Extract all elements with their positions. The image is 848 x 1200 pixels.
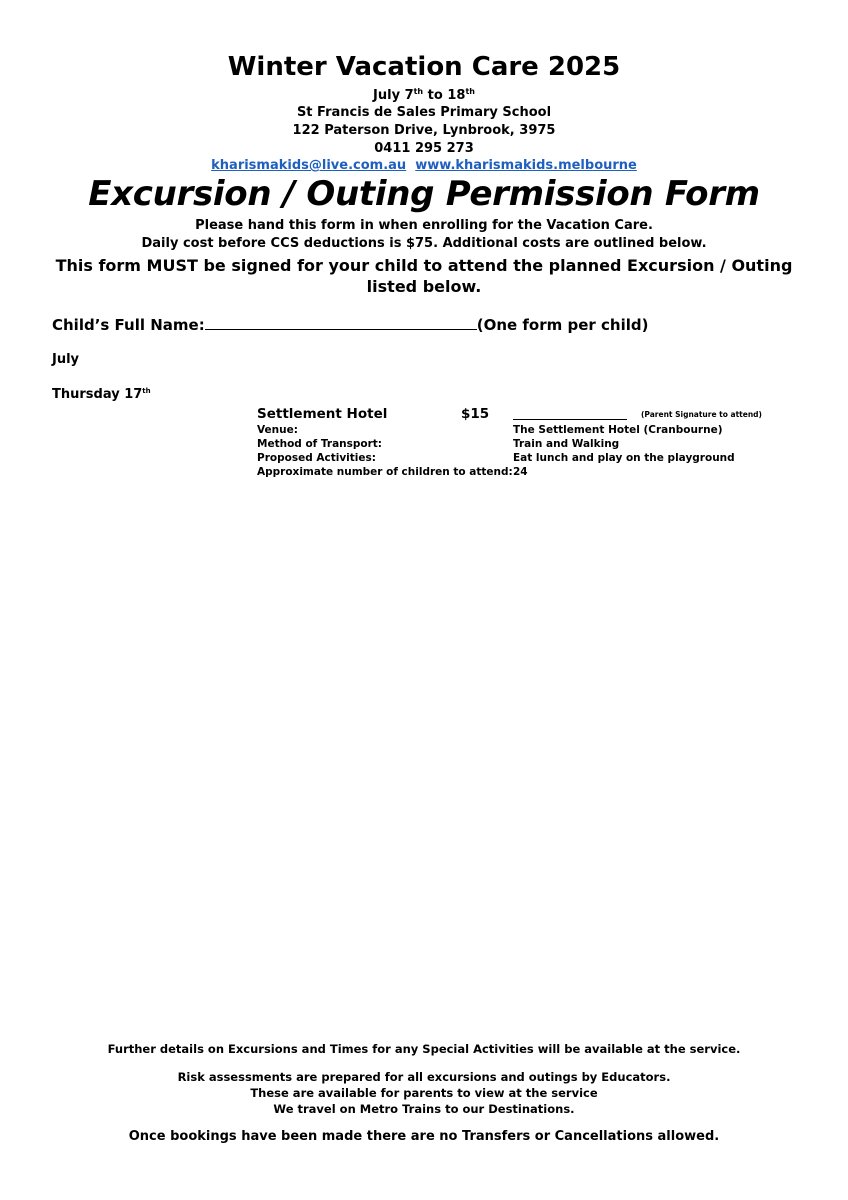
footer-cancellation-note: Once bookings have been made there are no Transfers or Cancellations allowed. xyxy=(128,1129,720,1144)
school-address: 122 Paterson Drive, Lynbrook, 3975 xyxy=(292,123,556,138)
event-cost: $15 xyxy=(461,406,490,422)
daily-cost-note: Daily cost before CCS deductions is $75. Additional costs are outlined below. xyxy=(141,236,707,251)
page-title: Winter Vacation Care 2025 xyxy=(227,52,621,82)
child-name-suffix: (One form per child) xyxy=(476,316,649,334)
email-link[interactable]: kharismakids@live.com.au xyxy=(211,158,407,173)
children-count-label: Approximate number of children to attend: xyxy=(257,466,513,478)
child-name-field[interactable] xyxy=(205,315,477,330)
date-end-suffix: th xyxy=(465,87,475,96)
children-count-value: 24 xyxy=(513,466,528,478)
day-label: Thursday 17 xyxy=(52,387,143,402)
activities-label: Proposed Activities: xyxy=(257,452,376,464)
date-range xyxy=(0,87,848,103)
day-suffix: th xyxy=(142,387,151,395)
contact-links xyxy=(0,158,848,173)
day-heading xyxy=(52,387,151,402)
form-title: Excursion / Outing Permission Form xyxy=(88,174,760,214)
phone-number: 0411 295 273 xyxy=(374,141,474,156)
child-name-row xyxy=(52,315,648,334)
event-name: Settlement Hotel xyxy=(257,406,388,422)
footer-details-note: Further details on Excursions and Times for any Special Activities will be available at the service. xyxy=(107,1042,741,1056)
transport-label: Method of Transport: xyxy=(257,438,383,450)
parent-signature-note: (Parent Signature to attend) xyxy=(641,410,762,419)
footer-availability-note: These are available for parents to view at the service xyxy=(250,1086,598,1100)
month-heading: July xyxy=(52,352,80,367)
venue-value: The Settlement Hotel (Cranbourne) xyxy=(513,424,723,436)
parent-signature-field[interactable] xyxy=(513,419,627,420)
date-end: to 18 xyxy=(423,88,466,103)
footer-risk-note: Risk assessments are prepared for all excursions and outings by Educators. xyxy=(177,1070,671,1084)
activities-value: Eat lunch and play on the playground xyxy=(513,452,735,464)
footer-travel-note: We travel on Metro Trains to our Destinations. xyxy=(273,1102,575,1116)
date-start-suffix: th xyxy=(413,87,424,96)
child-name-label: Child’s Full Name: xyxy=(52,316,205,334)
transport-value: Train and Walking xyxy=(513,438,620,450)
date-start: July 7 xyxy=(373,88,414,103)
website-link[interactable]: www.kharismakids.melbourne xyxy=(415,158,637,173)
enrol-note: Please hand this form in when enrolling for the Vacation Care. xyxy=(195,218,653,233)
signature-requirement: This form MUST be signed for your child to attend the planned Excursion / Outing listed below. xyxy=(55,256,793,296)
school-name: St Francis de Sales Primary School xyxy=(296,105,552,120)
venue-label: Venue: xyxy=(257,424,298,436)
